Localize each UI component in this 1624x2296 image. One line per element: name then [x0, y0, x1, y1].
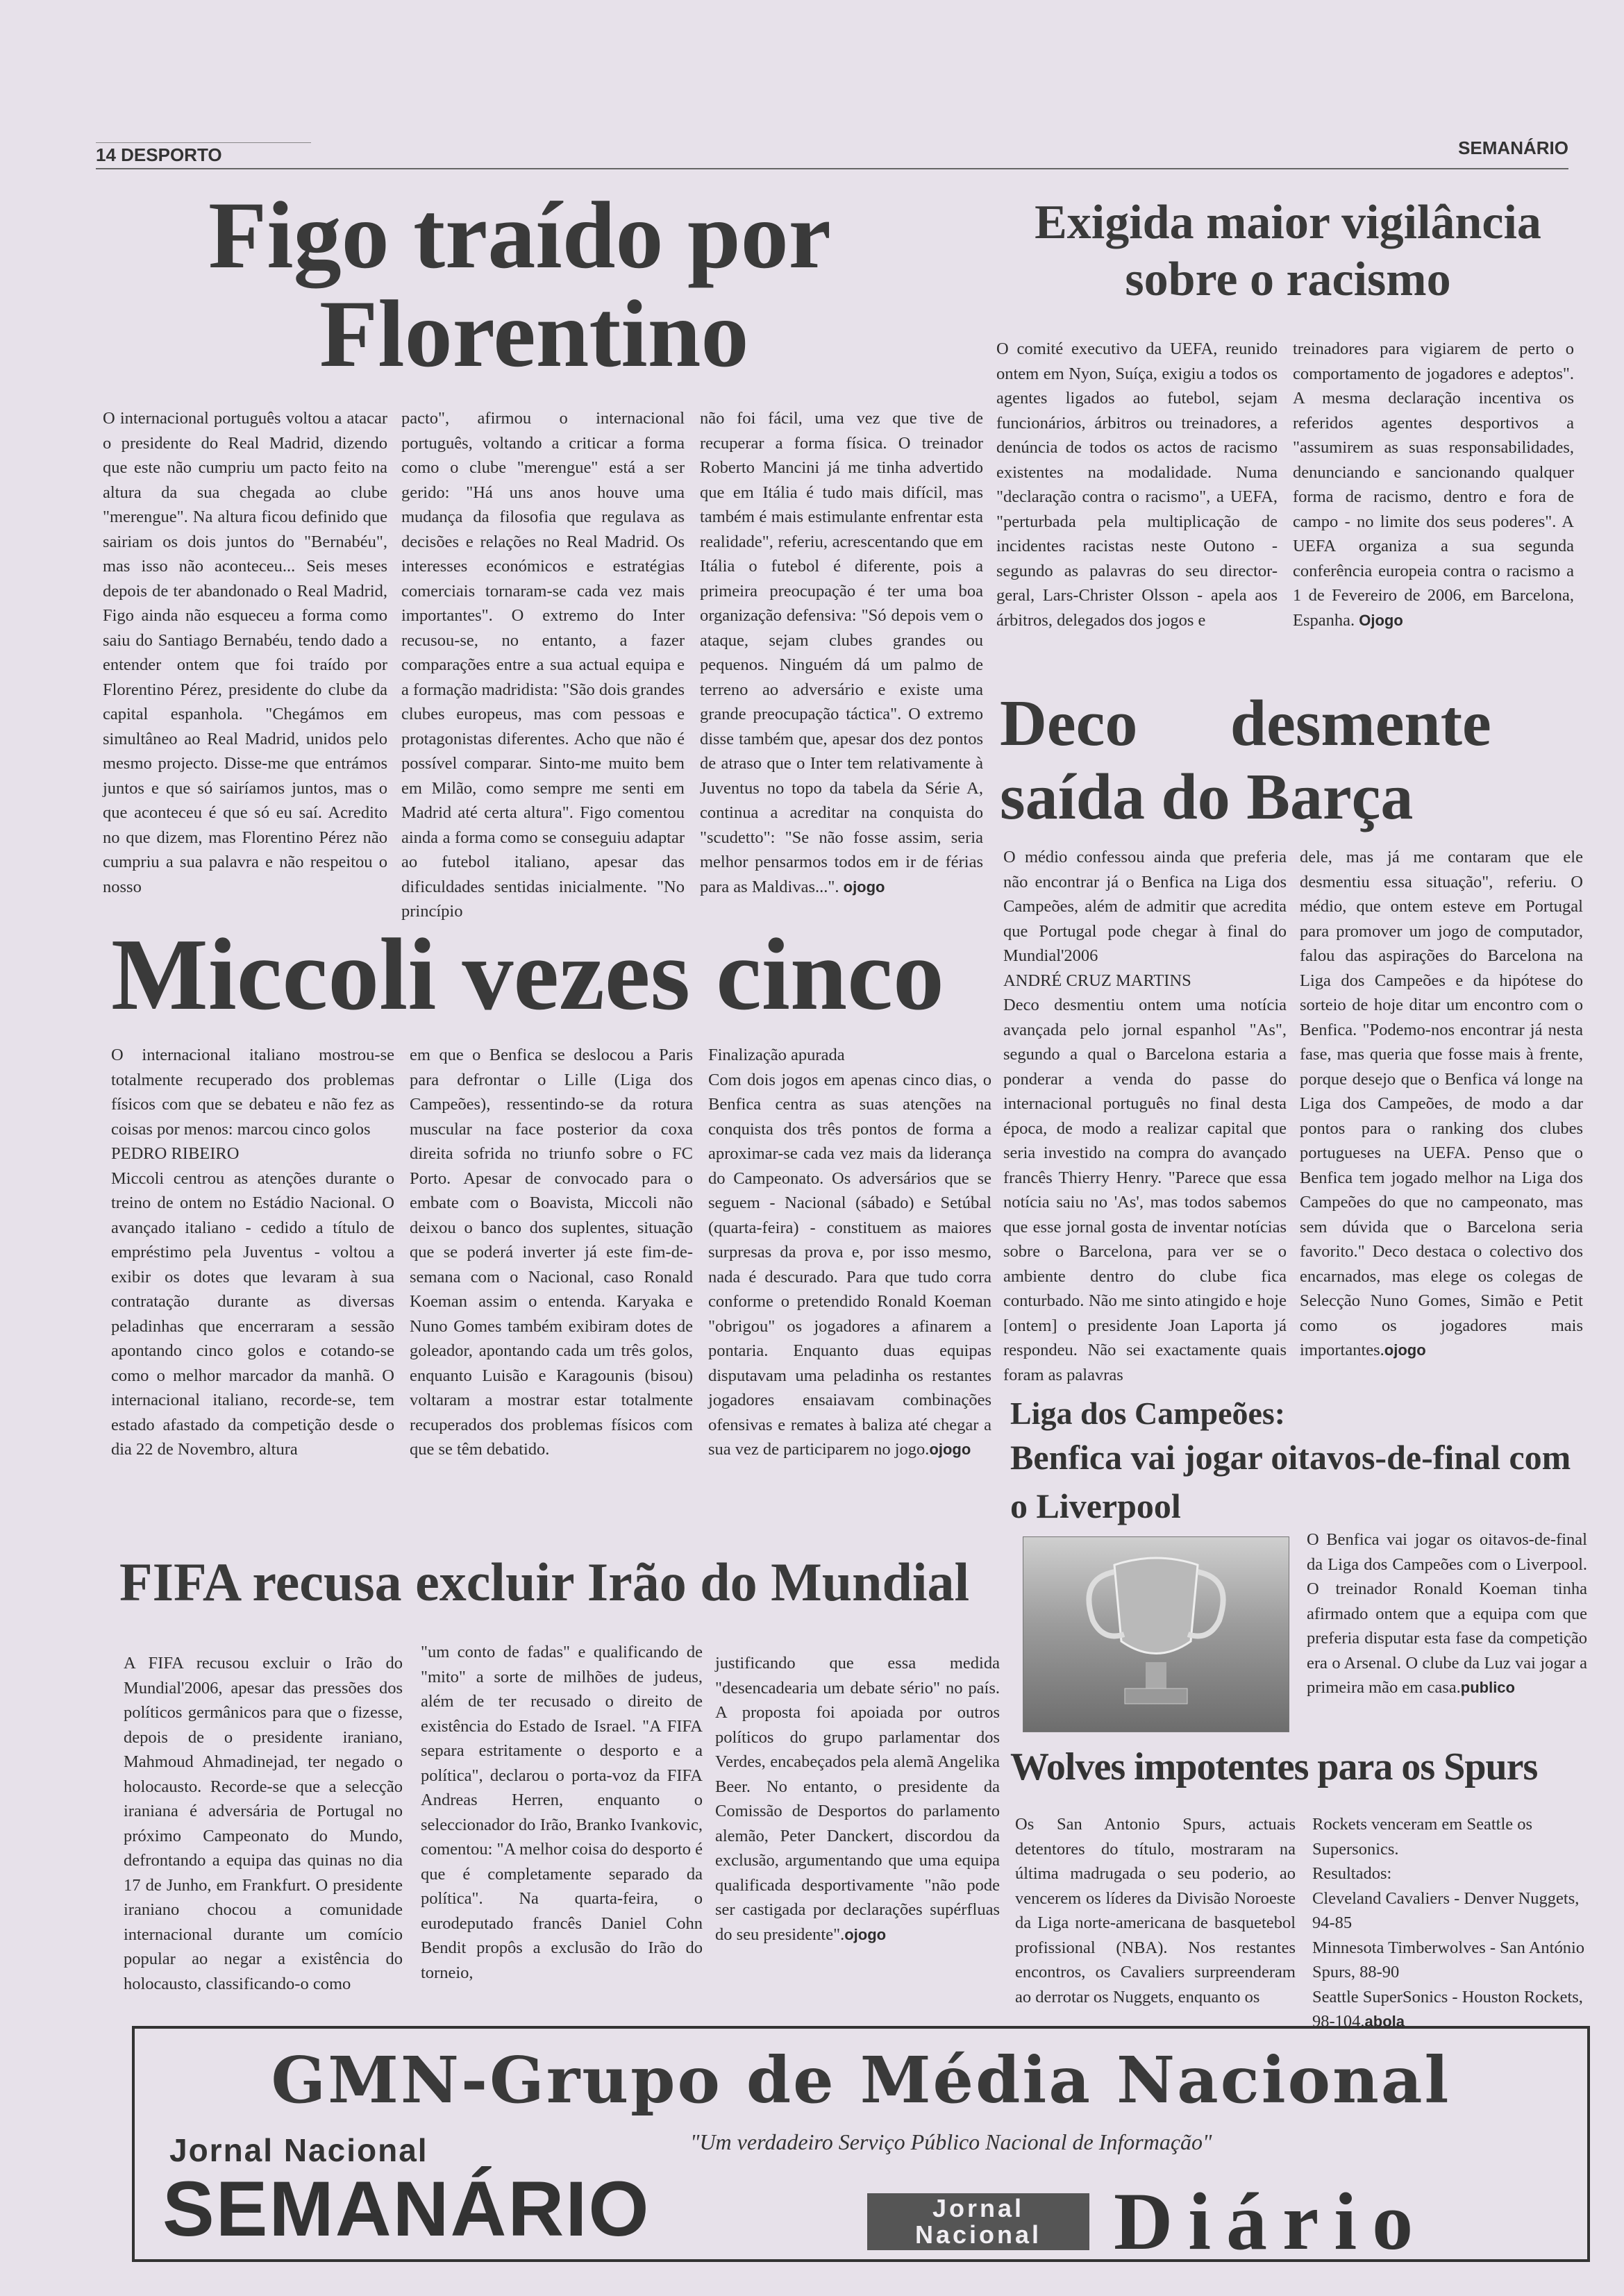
wolves-headline: Wolves impotentes para os Spurs [1010, 1745, 1538, 1788]
deco-column-1 [1003, 845, 1287, 1387]
deco-column-1-body: Deco desmentiu ontem uma notícia avançada pelo jornal espanhol "As", segundo a qual o Barcelona estaria a ponderar a venda do passe do internacional português no final desta época, de modo a realizar capital que seria investido na compra do avançado francês Thierry Henry. "Parece que essa notícia saiu no 'As', mas todos sabemos que esse jornal gosta de inventar notícias sobre o Barcelona, para ver se o ambiente dentro do clube fica conturbado. Não me sinto atingido e hoje [ontem] o presidente Joan Laporta já respondeu. Não sei exactamente quais foram as palavras [1003, 996, 1287, 1384]
miccoli-headline: Miccoli vezes cinco [111, 918, 944, 1032]
liga-source: publico [1460, 1679, 1515, 1696]
wolves-result-1: Cleveland Cavaliers - Denver Nuggets, 94-85 [1312, 1888, 1580, 1932]
ad-diario-logo: Diário [1114, 2176, 1429, 2267]
fifa-column-3-text: justificando que essa medida "desencadearia um debate sério" no país. A proposta foi apoiada por outros políticos do grupo parlamentar dos Verdes, encabeçados pela alemã Angelika Beer. No entanto, o presidente da Comissão de Desportos do parlamento alemão, Peter Danckert, discordou da exclusão, argumentando que uma equipa qualificada desportivamente "não pode ser castigada por declarações supérfluas do seu presidente". [715, 1654, 1000, 1944]
ad-jornal-nacional-box [867, 2193, 1089, 2250]
miccoli-column-1 [111, 1043, 394, 1462]
deco-headline-line2: saída do Barça [1000, 761, 1414, 833]
figo-column-1: O internacional português voltou a atacar o presidente do Real Madrid, dizendo que este não cumpriu um pacto feito na altura da sua chegada ao clube "merengue". Na altura ficou definido que sairiam os dois juntos do "Bernabéu", mas isso não aconteceu... Seis meses depois de ter abandonado o Real Madrid, Figo ainda não esqueceu a forma como saiu do Santiago Bernabéu, tendo dado a entender ontem que foi traído por Florentino Pérez, presidente do clube da capital espanhola. "Chegámos em simultâneo ao Real Madrid, unidos pelo mesmo projecto. Disse-me que entrámos juntos e que só sairíamos juntos, mas o que aconteceu é que só eu saí. Acredito no que dizem, mas Florentino Pérez não cumpriu a sua palavra e não respeitou o nosso [103, 409, 387, 896]
fifa-headline-block [119, 1552, 994, 1612]
figo-column-3 [700, 406, 983, 899]
header-rule [96, 168, 1568, 169]
liga-headline: Benfica vai jogar oitavos-de-final com o Liverpool [1010, 1438, 1571, 1525]
racismo-column-1: O comité executivo da UEFA, reunido ontem em Nyon, Suíça, exigiu a todos os agentes ligados ao futebol, sejam funcionários, árbitros ou treinadores, a denúncia de todos os actos de racismo existentes na modalidade. Numa "declaração contra o racismo", a UEFA, "perturbada pela multiplicação de incidentes racistas neste Outono - segundo as palavras do seu director-geral, Lars-Christer Olsson - apela aos árbitros, delegados dos jogos e [996, 340, 1278, 630]
figo-column-2: pacto", afirmou o internacional português, voltando a criticar a forma como o clube "merengue" está a ser gerido: "Há uns anos houve uma mudança da filosofia que regulava as decisões e relações no Real Madrid. Os interesses económicos e estratégias comerciais tornaram-se cada vez mais importantes". O extremo do Inter recusou-se, no entanto, a fazer comparações entre a sua actual equipa e a formação madridista: "São dois grandes clubes europeus, mas com pessoas e protagonistas diferentes. Acho que não é possível comparar. Sinto-me muito bem em Milão, como sempre me senti em Madrid até certa altura". Figo comentou ainda a forma como se conseguiu adaptar ao futebol italiano, apesar das dificuldades sentidas inicialmente. "No princípio [401, 409, 685, 921]
fifa-column-3 [715, 1651, 1000, 1947]
fifa-headline: FIFA recusa excluir Irão do Mundial [119, 1552, 970, 1612]
ad-box-line1: Jornal [932, 2194, 1025, 2222]
wolves-column-2-text: Rockets venceram em Seattle os Supersonics. [1312, 1815, 1533, 1859]
wolves-source: abola [1364, 2013, 1405, 2030]
header-rule-top [96, 142, 311, 143]
miccoli-column-3-body [708, 1068, 991, 1462]
deco-author: ANDRÉ CRUZ MARTINS [1003, 971, 1191, 990]
figo-source: ojogo [843, 878, 885, 896]
liga-text [1307, 1527, 1587, 1700]
ad-title: GMN-Grupo de Média Nacional [271, 2043, 1451, 2118]
miccoli-column-3 [708, 1043, 991, 1462]
miccoli-column-1-body: Miccoli centrou as atenções durante o treino de ontem no Estádio Nacional. O avançado italiano - cedido a título de empréstimo pela Juventus - voltou a exibir os dotes que levaram à sua contratação durante as diversas peladinhas que encerraram a sessão apontando cinco golos e cotando-se como o melhor marcador da manhã. O internacional italiano, recorde-se, tem estado afastado da competição desde o dia 22 de Novembro, altura [111, 1168, 394, 1459]
fifa-column-1: A FIFA recusou excluir o Irão do Mundial'2006, apesar das pressões dos políticos germânicos para que o fizesse, depois de o presidente iraniano, Mahmoud Ahmadinejad, ter negado o holocausto. Recorde-se que a selecção iraniana é adversária de Portugal no próximo Campeonato do Mundo, defrontando a equipa das quinas no dia 17 de Junho, em Frankfurt. O presidente iraniano chocou a comunidade internacional durante um comício popular ao negar a existência do holocausto, classificando-o como [124, 1654, 403, 1993]
liga-headline-block [1010, 1394, 1593, 1530]
miccoli-headline-block [111, 918, 986, 1032]
deco-headline-block [1000, 687, 1590, 833]
miccoli-subhead: Finalização apurada [708, 1046, 845, 1064]
ad-jornal-nacional: Jornal Nacional [169, 2132, 428, 2168]
racismo-source: Ojogo [1359, 611, 1403, 629]
liga-kicker: Liga dos Campeões: [1010, 1396, 1286, 1431]
wolves-headline-block [1010, 1745, 1593, 1789]
miccoli-author: PEDRO RIBEIRO [111, 1144, 240, 1163]
liga-text-body: O Benfica vai jogar os oitavos-de-final da Liga dos Campeões com o Liverpool. O treinador Ronald Koeman tinha afirmado ontem que a equipa com que preferia disputar esta fase da competição era o Arsenal. O clube da Luz vai jogar a primeira mão em casa. [1307, 1530, 1587, 1697]
wolves-results-title: Resultados: [1312, 1864, 1392, 1883]
figo-headline-line1: Figo traído por [208, 182, 831, 288]
deco-column-2 [1300, 845, 1583, 1363]
wolves-result-3: Seattle SuperSonics - Houston Rockets, 98-104. [1312, 1987, 1583, 2031]
ad-slogan: "Um verdadeiro Serviço Público Nacional de Informação" [690, 2129, 1212, 2154]
racismo-column-2 [1293, 337, 1574, 632]
racismo-headline: Exigida maior vigilância sobre o racismo [1035, 196, 1541, 306]
trophy-photo [1023, 1536, 1289, 1732]
racismo-headline-block [986, 194, 1590, 308]
miccoli-column-2: em que o Benfica se deslocou a Paris para defrontar o Lille (Liga dos Campeões), ressentindo-se da rotura muscular na face posterior da coxa direita sofrida no triunfo sobre o FC Porto. Apesar de convocado para o embate com o Boavista, Miccoli não deixou o banco dos suplentes, situação que se poderá inverter já este fim-de-semana com o Nacional, caso Ronald Koeman assim o entenda. Karyaka e Nuno Gomes também exibiram dotes de goleador, apontando cada um três golos, enquanto Luisão e Karagounis (bisou) voltaram a mostrar estar totalmente recuperados dos problemas físicos com que se têm debatido. [410, 1046, 693, 1459]
wolves-column-1: Os San Antonio Spurs, actuais detentores do título, mostraram na última madrugada o seu poderio, ao vencerem os líderes da Divisão Noroeste da Liga norte-americana de basquetebol profissional (NBA). Nos restantes encontros, os Cavaliers surpreenderam ao derrotar os Nuggets, enquanto os [1015, 1815, 1296, 2006]
fifa-source: ojogo [844, 1925, 887, 1943]
fifa-column-2: "um conto de fadas" e qualificando de "mito" a sorte de milhões de judeus, além de ter recusado o direito de existência do Estado de Israel. "A FIFA separa estritamente o desporto e a política", declarou o porta-voz da FIFA Andreas Herren, enquanto o seleccionador do Irão, Branko Ivankovic, comentou: "A melhor coisa do desporto é que é completamente separado da política". Na quarta-feira, o eurodeputado francês Daniel Cohn Bendit propôs a exclusão do Irão do torneio, [421, 1643, 703, 1982]
wolves-result-2: Minnesota Timberwolves - San António Spurs, 88-90 [1312, 1938, 1585, 1981]
figo-headline [208, 182, 868, 387]
deco-headline-line1: Deco desmente [1000, 687, 1491, 760]
miccoli-column-3-text: Com dois jogos em apenas cinco dias, o Benfica centra as suas atenções na conquista dos três pontos de forma a aproximar-se cada vez mais da liderança do Campeonato. Os adversários que se seguem - Nacional (sábado) e Setúbal (quarta-feira) - constituem as maiores surpresas da prova e, por isso mesmo, nada é descurado. Para que tudo corra conforme o pretendido Ronald Koeman "obrigou" os jogadores a afinarem a pontaria. Enquanto duas equipas disputavam uma peladinha os restantes jogadores ensaiavam combinações ofensivas e remates à baliza até chegar a sua vez de participarem no jogo. [708, 1070, 991, 1459]
deco-lead: O médio confessou ainda que preferia não encontrar já o Benfica na Liga dos Campeões, além de admitir que acredita que Portugal pode chegar à final do Mundial'2006 [1003, 848, 1287, 965]
racismo-column-2-text: treinadores para vigiarem de perto o comportamento de jogadores e adeptos". A mesma declaração incentiva os referidos agentes desportivos a "assumirem as suas responsabilidades, denunciando e sancionando qualquer forma de racismo, dentro e fora de campo - no limite dos seus poderes". A UEFA organiza a sua segunda conferência europeia contra o racismo a 1 de Fevereiro de 2006, em Barcelona, Espanha. [1293, 340, 1574, 630]
figo-column-3-text: não foi fácil, uma vez que tive de recuperar a forma física. O treinador Roberto Mancini já me tinha advertido que em Itália é tudo mais difícil, mas também é mais estimulante enfrentar esta realidade", referiu, acrescentando que em Itália o futebol é diferente, pois a primeira preocupação é ter uma boa organização defensiva: "Só depois vem o ataque, sejam clubes grandes ou pequenos. Ninguém dá um palmo de terreno ao adversário e existe uma grande preocupação táctica". O extremo disse também que, apesar dos dez pontos de atraso que o Inter tem relativamente à Juventus no topo da tabela da Série A, continua a acreditar na conquista do "scudetto": "Se não fosse assim, seria melhor pensarmos todos em ir de férias para as Maldivas...". [700, 409, 983, 896]
ad-box-line2: Nacional [914, 2220, 1042, 2249]
gmn-advertisement [132, 2026, 1590, 2267]
miccoli-lead: O internacional italiano mostrou-se totalmente recuperado dos problemas físicos com que se debateu e não fez as coisas por menos: marcou cinco golos [111, 1046, 394, 1139]
ad-semanario-logo: SEMANÁRIO [162, 2165, 651, 2252]
wolves-column-2 [1312, 1812, 1590, 2034]
trophy-icon [1023, 1537, 1289, 1732]
paper-name: SEMANÁRIO [1458, 137, 1568, 158]
figo-headline-line2: Florentino [319, 280, 749, 387]
deco-column-2-text: dele, mas já me contaram que ele desmentiu essa situação", referiu. O médio, que ontem esteve em Portugal para promover um jogo de computador, falou das aspirações do Barcelona na Liga dos Campeões e da hipótese do sorteio de hoje ditar um encontro com o Benfica. "Podemo-nos encontrar já nesta fase, mas queria que fosse mais à frente, porque desejo que o Benfica vá longe na Liga dos Campeões, de modo a dar pontos para o ranking dos clubes portugueses na UEFA. Penso que o Benfica tem jogado melhor na Liga dos Campeões do que no campeonato, mas sem dúvida que o Barcelona seria favorito." Deco destaca o colectivo dos encarnados, mas elege os colegas de Selecção Nuno Gomes, Simão e Petit como os jogadores mais importantes. [1300, 848, 1583, 1359]
section-label: 14 DESPORTO [96, 144, 222, 165]
miccoli-source: ojogo [929, 1441, 971, 1458]
deco-source: ojogo [1384, 1341, 1426, 1359]
